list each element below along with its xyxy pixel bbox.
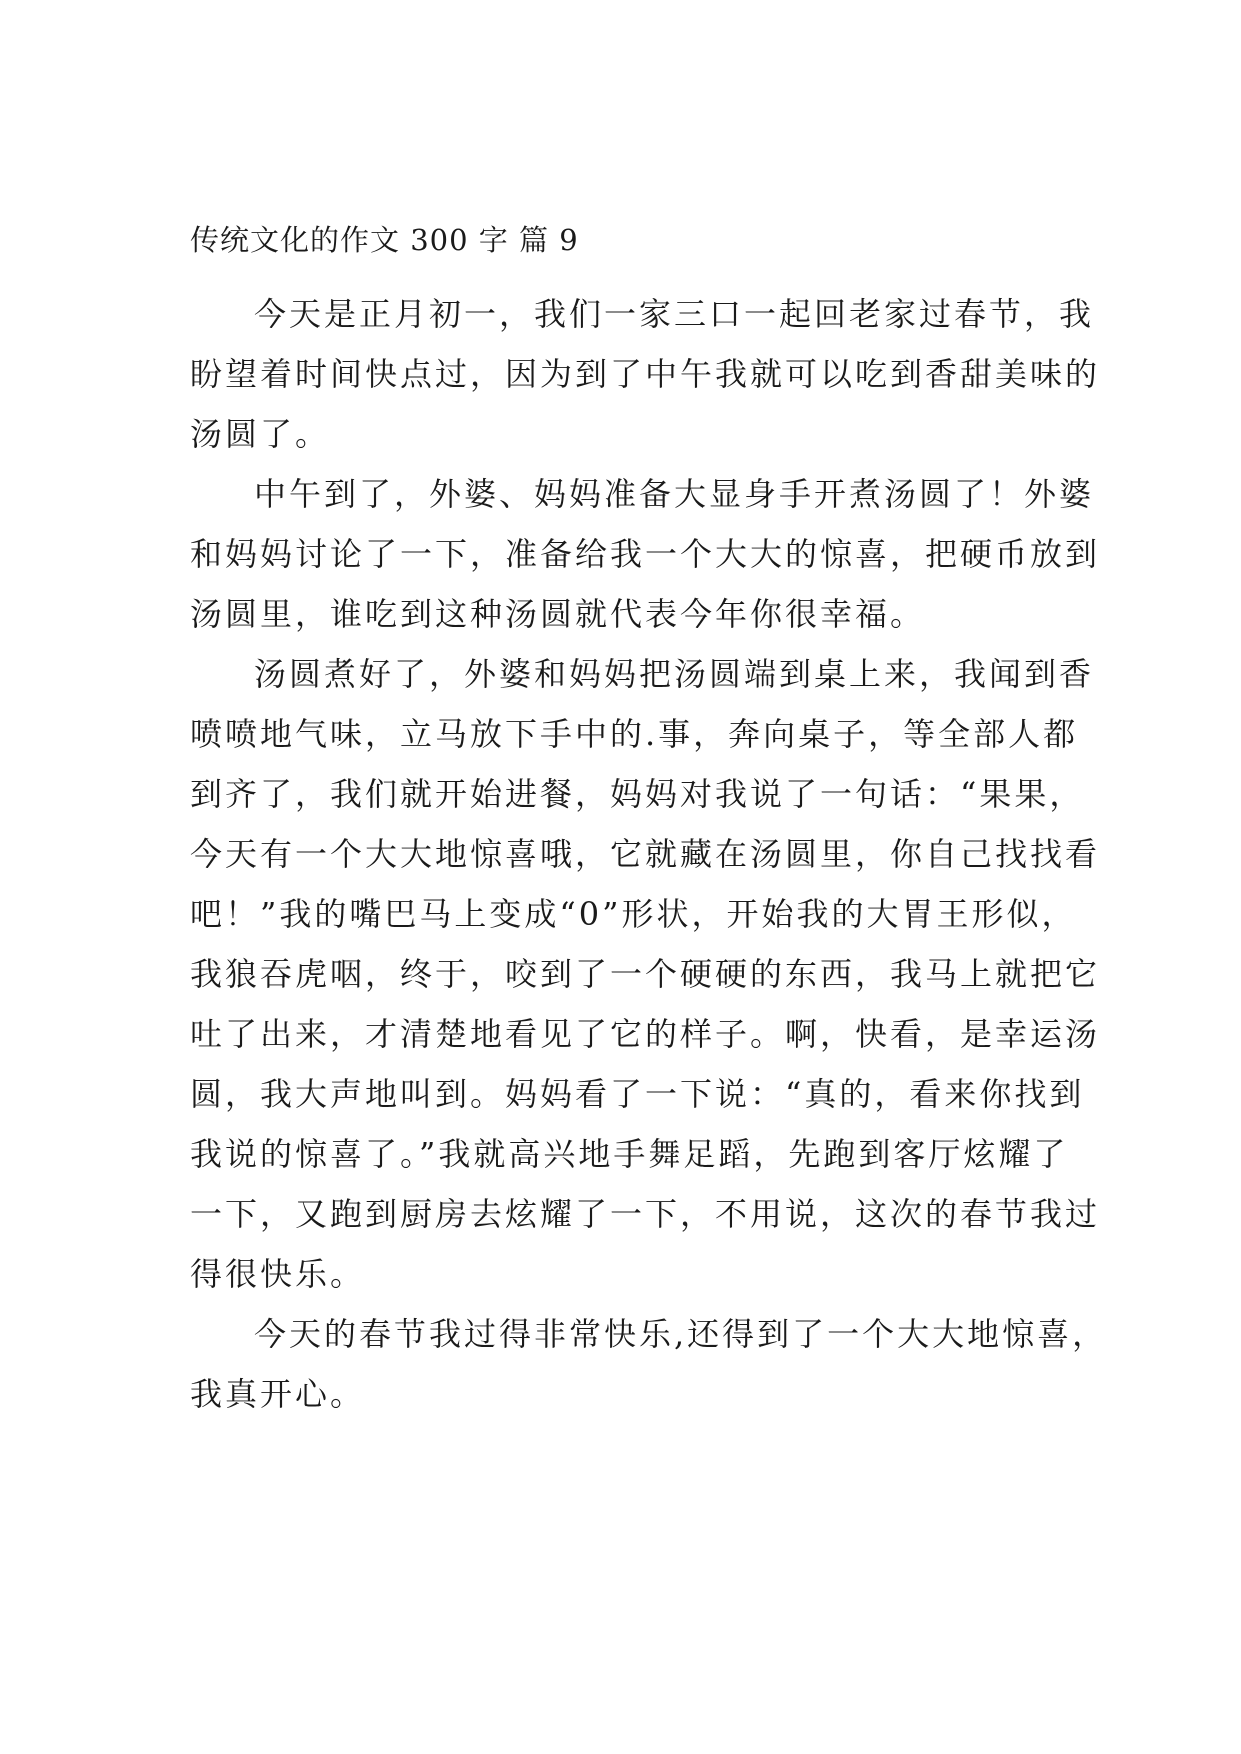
paragraph-line: 中午到了，外婆、妈妈准备大显身手开煮汤圆了！外婆 bbox=[254, 475, 1095, 513]
paragraph-line: 圆，我大声地叫到。妈妈看了一下说：“真的，看来你找到 bbox=[190, 1075, 1085, 1113]
paragraph-line: 今天的春节我过得非常快乐,还得到了一个大大地惊喜， bbox=[254, 1315, 1108, 1353]
paragraph-line: 盼望着时间快点过，因为到了中午我就可以吃到香甜美味的 bbox=[190, 355, 1101, 393]
paragraph-line: 一下，又跑到厨房去炫耀了一下，不用说，这次的春节我过 bbox=[190, 1195, 1101, 1233]
paragraph-line: 吐了出来，才清楚地看见了它的样子。啊，快看，是幸运汤 bbox=[190, 1015, 1101, 1053]
paragraph-line: 我真开心。 bbox=[190, 1375, 366, 1413]
paragraph-line: 汤圆煮好了，外婆和妈妈把汤圆端到桌上来，我闻到香 bbox=[254, 655, 1095, 693]
paragraph-line: 和妈妈讨论了一下，准备给我一个大大的惊喜，把硬币放到 bbox=[190, 535, 1101, 573]
document-title: 传统文化的作文 300 字 篇 9 bbox=[190, 223, 579, 257]
paragraph-line: 今天是正月初一，我们一家三口一起回老家过春节，我 bbox=[254, 295, 1095, 333]
document-body bbox=[190, 220, 1108, 1424]
paragraph-line: 汤圆里，谁吃到这种汤圆就代表今年你很幸福。 bbox=[190, 595, 926, 633]
paragraph-line: 我狼吞虎咽，终于，咬到了一个硬硬的东西，我马上就把它 bbox=[190, 955, 1101, 993]
paragraph-line: 汤圆了。 bbox=[190, 415, 331, 453]
paragraph-line: 吧！”我的嘴巴马上变成“0”形状，开始我的大胃王形似， bbox=[190, 895, 1077, 933]
paragraph-line: 到齐了，我们就开始进餐，妈妈对我说了一句话：“果果， bbox=[190, 775, 1085, 813]
paragraph-line: 我说的惊喜了。”我就高兴地手舞足蹈，先跑到客厅炫耀了 bbox=[190, 1135, 1069, 1173]
paragraph-line: 今天有一个大大地惊喜哦，它就藏在汤圆里，你自己找找看 bbox=[190, 835, 1101, 873]
paragraph-line: 喷喷地气味，立马放下手中的.事，奔向桌子，等全部人都 bbox=[190, 715, 1079, 753]
paragraph-line: 得很快乐。 bbox=[190, 1255, 366, 1293]
